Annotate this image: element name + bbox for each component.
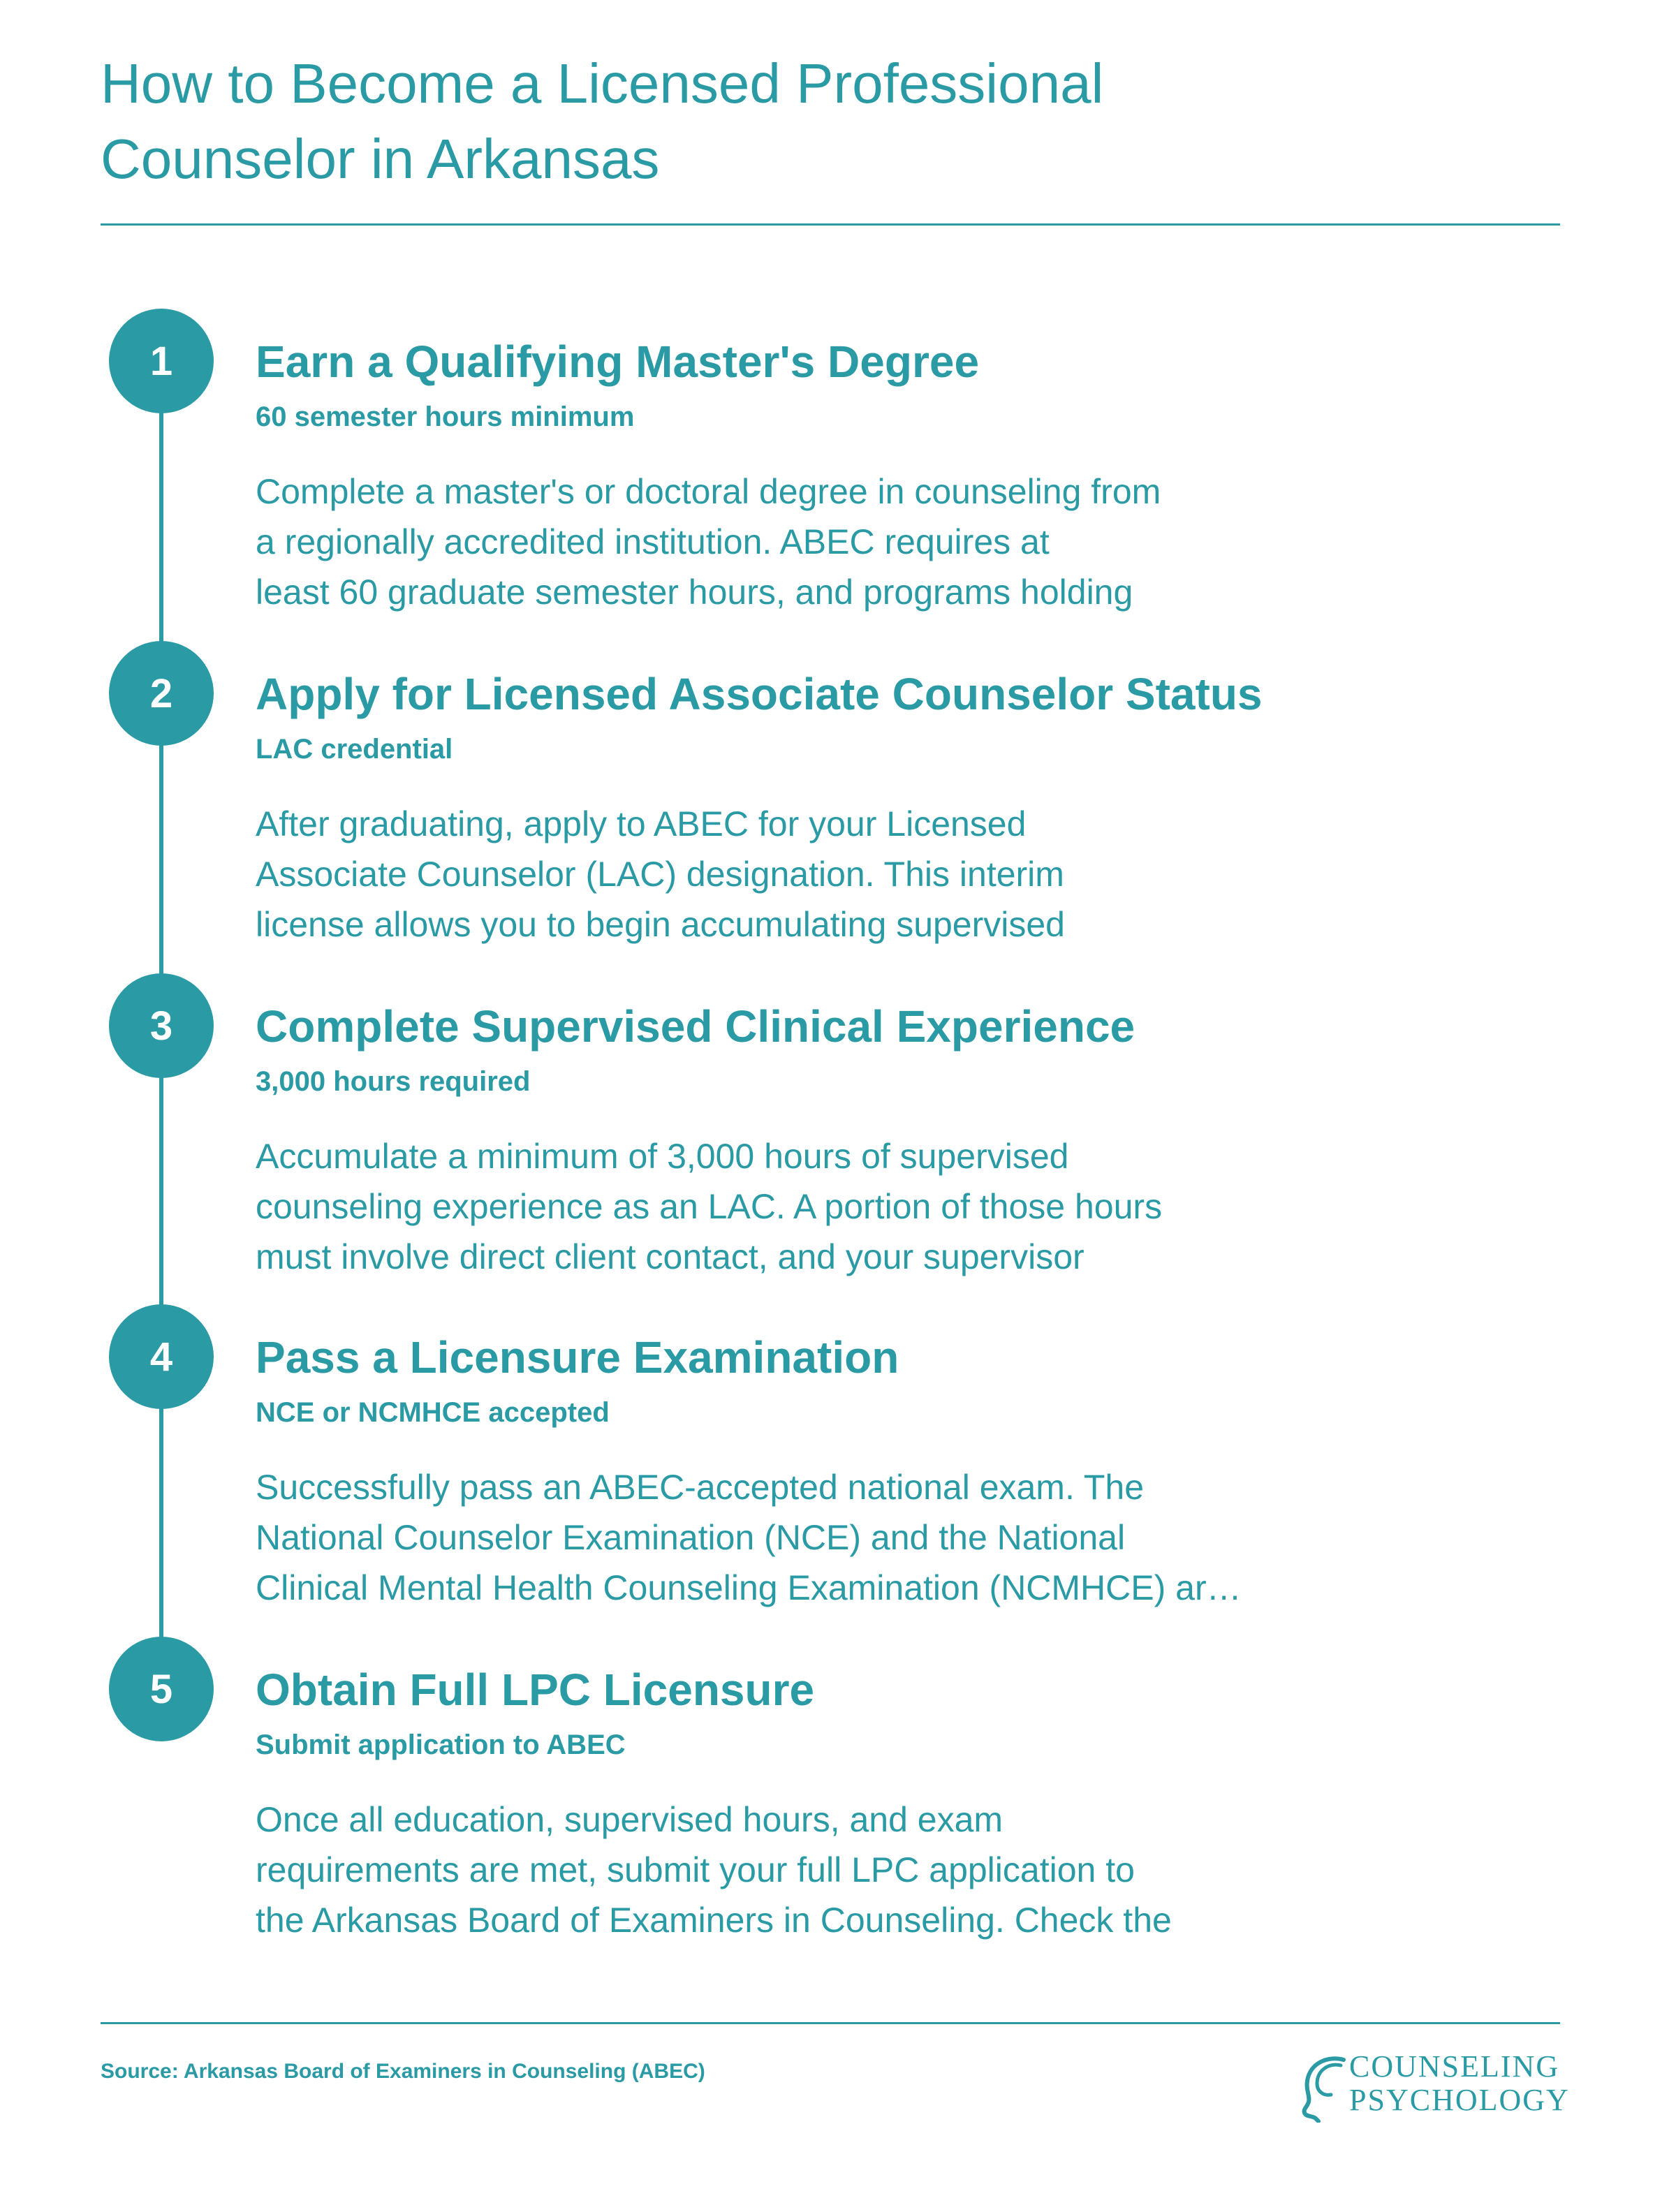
step-description-line: must involve direct client contact, and your supervisor bbox=[256, 1237, 1085, 1276]
step-number-badge: 4 bbox=[109, 1304, 214, 1409]
step-description-line: Accumulate a minimum of 3,000 hours of supervised bbox=[256, 1137, 1069, 1176]
head-profile-icon bbox=[1300, 2053, 1356, 2123]
step-subtitle: Submit application to ABEC bbox=[256, 1730, 626, 1760]
step-description-line: Successfully pass an ABEC-accepted national exam. The bbox=[256, 1468, 1144, 1507]
step-number-badge: 2 bbox=[109, 641, 214, 746]
step-description-line: a regionally accredited institution. ABEC requires at bbox=[256, 522, 1050, 561]
footer-divider bbox=[101, 2022, 1560, 2024]
step-description bbox=[256, 466, 1387, 617]
step-title: Earn a Qualifying Master's Degree bbox=[256, 337, 980, 387]
step-description-line: license allows you to begin accumulating supervised bbox=[256, 905, 1065, 944]
step-title: Obtain Full LPC Licensure bbox=[256, 1665, 815, 1715]
step-number-badge: 5 bbox=[109, 1637, 214, 1741]
step-description-line: Once all education, supervised hours, and exam bbox=[256, 1800, 1004, 1839]
step-description-line: National Counselor Examination (NCE) and the National bbox=[256, 1518, 1126, 1557]
step-title: Pass a Licensure Examination bbox=[256, 1332, 899, 1382]
page-title-line-2: Counselor in Arkansas bbox=[101, 128, 660, 190]
step-title: Complete Supervised Clinical Experience bbox=[256, 1001, 1135, 1052]
header-divider bbox=[101, 223, 1560, 226]
logo-wordmark-bottom: PSYCHOLOGY bbox=[1349, 2083, 1570, 2117]
step-description bbox=[256, 799, 1387, 950]
step-description bbox=[256, 1794, 1387, 1945]
counseling-psychology-logo bbox=[1300, 2049, 1570, 2125]
step-subtitle: LAC credential bbox=[256, 734, 453, 765]
source-citation: Source: Arkansas Board of Examiners in Counseling (ABEC) bbox=[101, 2060, 705, 2083]
step-description bbox=[256, 1131, 1387, 1282]
step-number-badge: 1 bbox=[109, 309, 214, 413]
step-description-line: requirements are met, submit your full LPC application to bbox=[256, 1850, 1135, 1889]
step-description-line: least 60 graduate semester hours, and programs holding bbox=[256, 573, 1133, 612]
step-description-line: Complete a master's or doctoral degree in counseling from bbox=[256, 472, 1161, 511]
step-description-line: After graduating, apply to ABEC for your Licensed bbox=[256, 804, 1027, 843]
step-title: Apply for Licensed Associate Counselor Status bbox=[256, 669, 1263, 719]
step-number-badge: 3 bbox=[109, 973, 214, 1078]
step-description-line: Clinical Mental Health Counseling Examination (NCMHCE) ar… bbox=[256, 1568, 1242, 1607]
step-description bbox=[256, 1462, 1387, 1613]
step-subtitle: 60 semester hours minimum bbox=[256, 401, 635, 432]
logo-wordmark-top: COUNSELING bbox=[1349, 2049, 1560, 2084]
step-description-line: the Arkansas Board of Examiners in Counseling. Check the bbox=[256, 1901, 1172, 1940]
page-title-line-1: How to Become a Licensed Professional bbox=[101, 52, 1104, 115]
step-subtitle: NCE or NCMHCE accepted bbox=[256, 1397, 610, 1428]
page-title bbox=[101, 46, 1427, 197]
step-description-line: Associate Counselor (LAC) designation. This interim bbox=[256, 855, 1064, 894]
step-subtitle: 3,000 hours required bbox=[256, 1066, 531, 1097]
step-description-line: counseling experience as an LAC. A portion of those hours bbox=[256, 1187, 1163, 1226]
